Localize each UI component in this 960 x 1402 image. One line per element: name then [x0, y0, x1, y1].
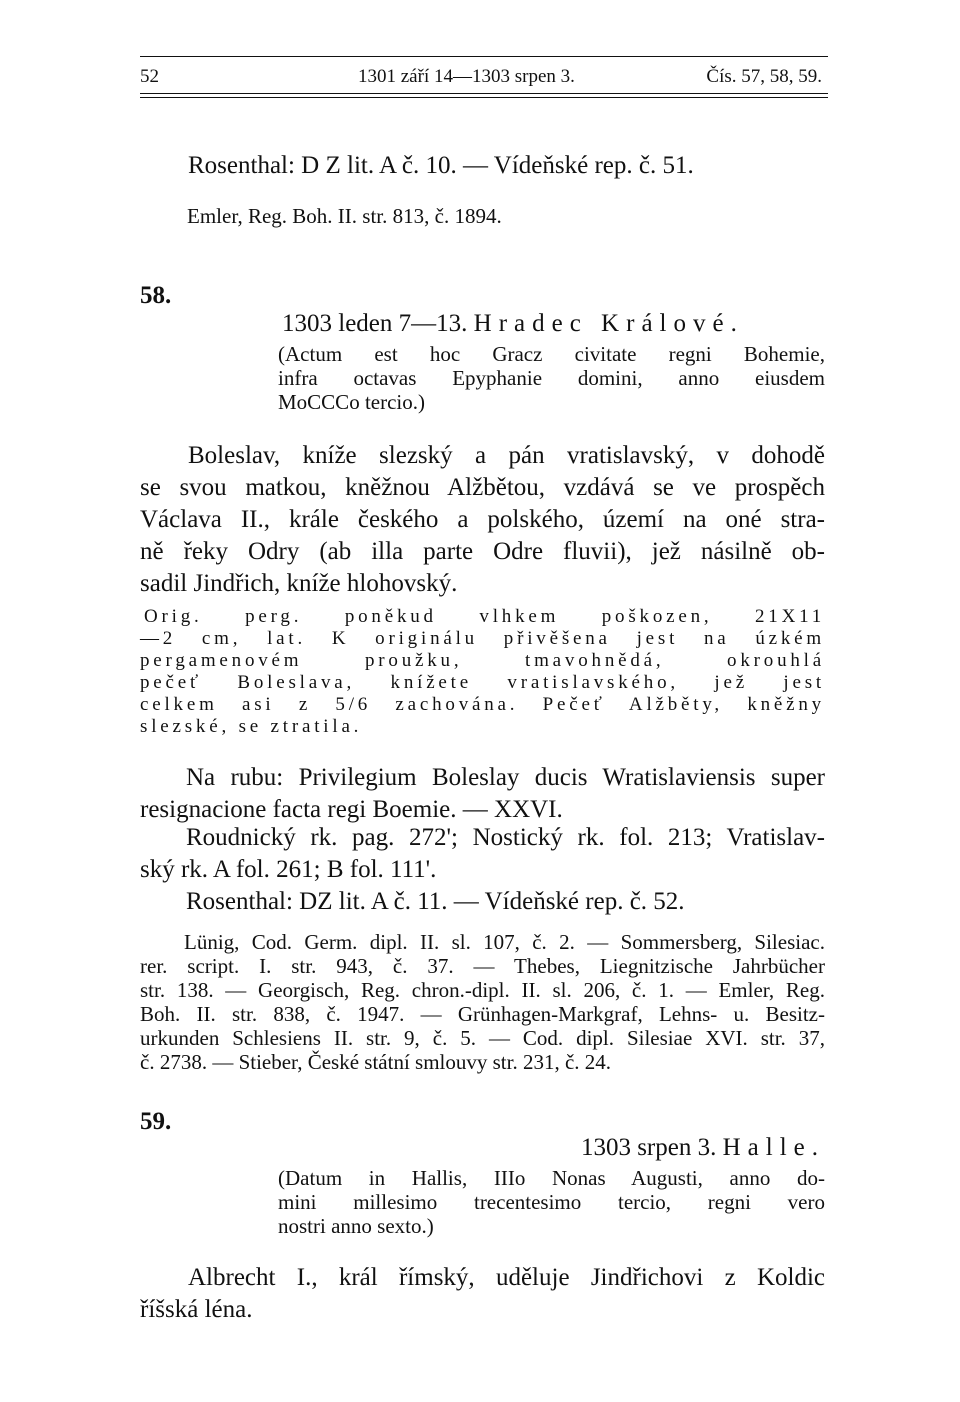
- header-rule-bottom-thin: [140, 97, 828, 98]
- header-entry-numbers: Čís. 57, 58, 59.: [706, 66, 822, 87]
- header-rule-bottom: [140, 93, 828, 94]
- entry-58-place: Hradec Králové.: [473, 310, 744, 337]
- entry-58-dorse-note: Na rubu: Privilegium Boleslay ducis Wratislaviensis super resignacione facta regi Boemie. — XXVI.: [140, 764, 825, 823]
- entry-59-heading: [140, 1132, 825, 1164]
- entry-58-literature: Lünig, Cod. Germ. dipl. II. sl. 107, č. 2. — Sommersberg, Silesiac. rer. script. I. str. 943, č. 37. — Thebes, Liegnitzische Jahrbücher str. 138. — Georgisch, Reg. chron.-dipl. II. sl. 206, č. 1. — Emler, Reg. Boh. II. str. 838, č. 1947. — Grünhagen-Markgraf, Lehns- u. Besitz- urkunden Schlesiens II. str. 9, č. 5. — Cod. dipl. Silesiae XVI. str. 37, č. 2738. — Stieber, České státní smlouvy str. 231, č. 24.: [140, 930, 825, 1074]
- entry-59-dating-clause: (Datum in Hallis, IIIo Nonas Augusti, anno do- mini millesimo trecentesimo tercio, regni vero nostri anno sexto.): [278, 1166, 825, 1238]
- entry-58-number: 58.: [140, 282, 172, 309]
- entry-59-regest: Albrecht I., král římský, uděluje Jindřichovi z Koldic říšská léna.: [140, 1264, 825, 1323]
- prev-archive-line: Rosenthal: D Z lit. A č. 10. — Vídeňské rep. č. 51.: [188, 152, 694, 179]
- entry-58-copies: Roudnický rk. pag. 272'; Nostický rk. fol. 213; Vratislav- ský rk. A fol. 261; B fol. 111'. Rosenthal: DZ lit. A č. 11. — Vídeňské rep. č. 52.: [140, 824, 825, 915]
- entry-59-date: 1303 srpen 3.: [580, 1134, 717, 1161]
- header-rule-top: [140, 56, 828, 57]
- entry-58-heading: [282, 308, 825, 340]
- entry-58-original-description: Orig. perg. poněkud vlhkem poškozen, 21X11 —2 cm, lat. K originálu přivěšena jest na úzkém pergamenovém proužku, tmavohnědá, okrouhlá pečeť Boleslava, knížete vratislavského, jež jest celkem asi z 5/6 zachována. Pečeť Alžběty, kněžny slezské, se ztratila.: [140, 606, 825, 737]
- prev-literature-line: Emler, Reg. Boh. II. str. 813, č. 1894.: [187, 204, 502, 228]
- entry-58-date: 1303 leden 7—13.: [282, 310, 468, 337]
- entry-58-dating-clause: (Actum est hoc Gracz civitate regni Bohemie, infra octavas Epyphanie domini, anno eiusdem MoCCCo tercio.): [278, 342, 825, 414]
- page-number: 52: [140, 66, 159, 87]
- running-header: [140, 66, 828, 92]
- entry-58-regest: Boleslav, kníže slezský a pán vratislavský, v dohodě se svou matkou, kněžnou Alžbětou, vzdává se ve prospěch Václava II., krále českého a polského, území na oné stra- ně řeky Odry (ab illa parte Odre fluvii), jež násilně ob- sadil Jindřich, kníže hlohovský.: [140, 442, 825, 597]
- entry-59-place: Halle.: [722, 1134, 825, 1161]
- entry-59-number: 59.: [140, 1108, 172, 1135]
- header-date-range: 1301 září 14—1303 srpen 3.: [358, 66, 575, 87]
